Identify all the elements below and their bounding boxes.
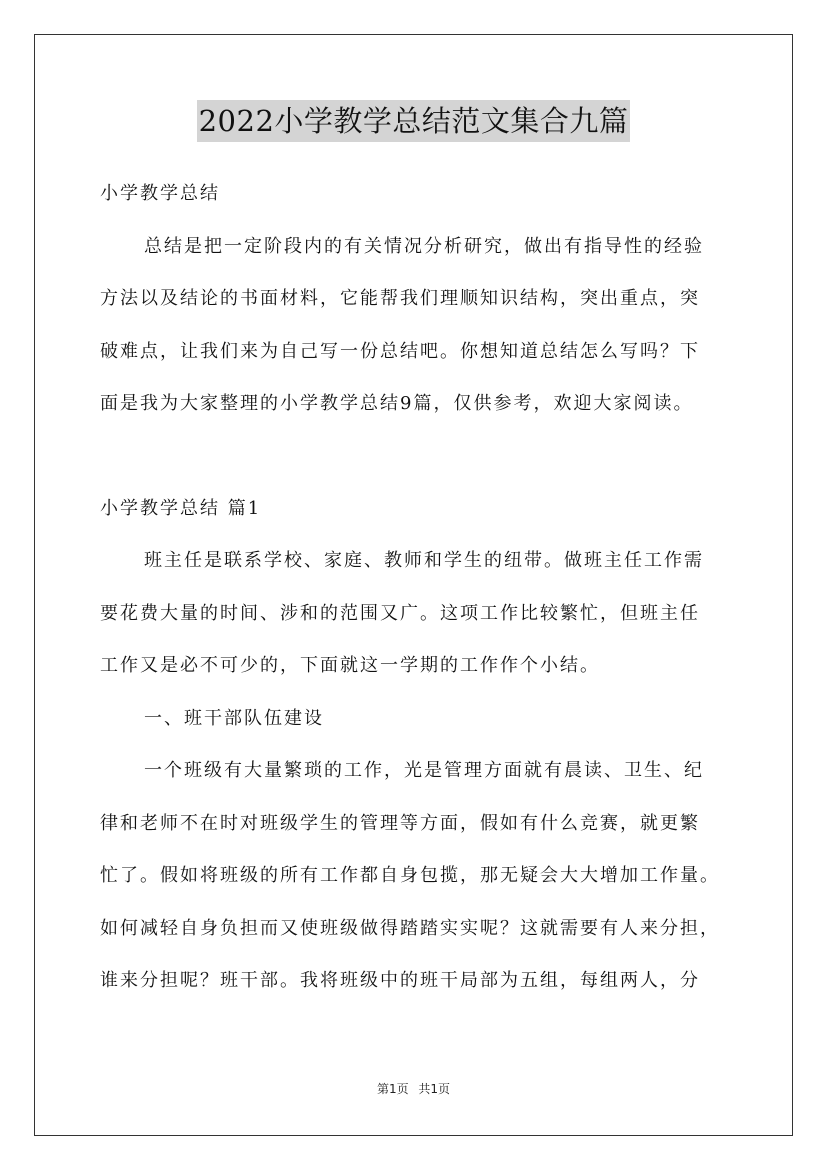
subheading: 一、班干部队伍建设	[144, 707, 324, 729]
blank-line	[100, 431, 732, 483]
paragraph-line: 总结是把一定阶段内的有关情况分析研究，做出有指导性的经验	[144, 235, 704, 257]
paragraph-line: 要花费大量的时间、涉和的范围又广。这项工作比较繁忙，但班主任	[100, 602, 700, 624]
paragraph-line: 如何减轻自身负担而又使班级做得踏踏实实呢？这就需要有人来分担，	[100, 917, 720, 939]
document-body	[100, 168, 732, 1008]
section-heading: 小学教学总结	[100, 183, 220, 204]
paragraph-line: 工作又是必不可少的，下面就这一学期的工作作个小结。	[100, 655, 600, 676]
paragraph-line: 破难点，让我们来为自己写一份总结吧。你想知道总结怎么写吗？下	[100, 340, 700, 362]
page-number: 第1页	[376, 1082, 409, 1096]
paragraph-line: 谁来分担呢？班干部。我将班级中的班干局部为五组，每组两人，分	[100, 970, 700, 991]
document-title: 2022小学教学总结范文集合九篇	[197, 100, 631, 142]
paragraph-line: 班主任是联系学校、家庭、教师和学生的纽带。做班主任工作需	[144, 550, 704, 571]
paragraph-line: 一个班级有大量繁琐的工作，光是管理方面就有晨读、卫生、纪	[144, 760, 704, 781]
paragraph-line: 忙了。假如将班级的所有工作都自身包揽，那无疑会大大增加工作量。	[100, 865, 720, 886]
page-total: 共1页	[418, 1082, 451, 1096]
page-footer	[0, 1080, 827, 1097]
paragraph-line: 方法以及结论的书面材料，它能帮我们理顺知识结构，突出重点，突	[100, 288, 700, 309]
paragraph-line: 律和老师不在时对班级学生的管理等方面，假如有什么竞赛，就更繁	[100, 812, 700, 834]
title-container	[0, 100, 827, 142]
paragraph-line: 面是我为大家整理的小学教学总结9篇，仅供参考，欢迎大家阅读。	[100, 393, 694, 414]
section-heading: 小学教学总结 篇1	[100, 497, 262, 519]
